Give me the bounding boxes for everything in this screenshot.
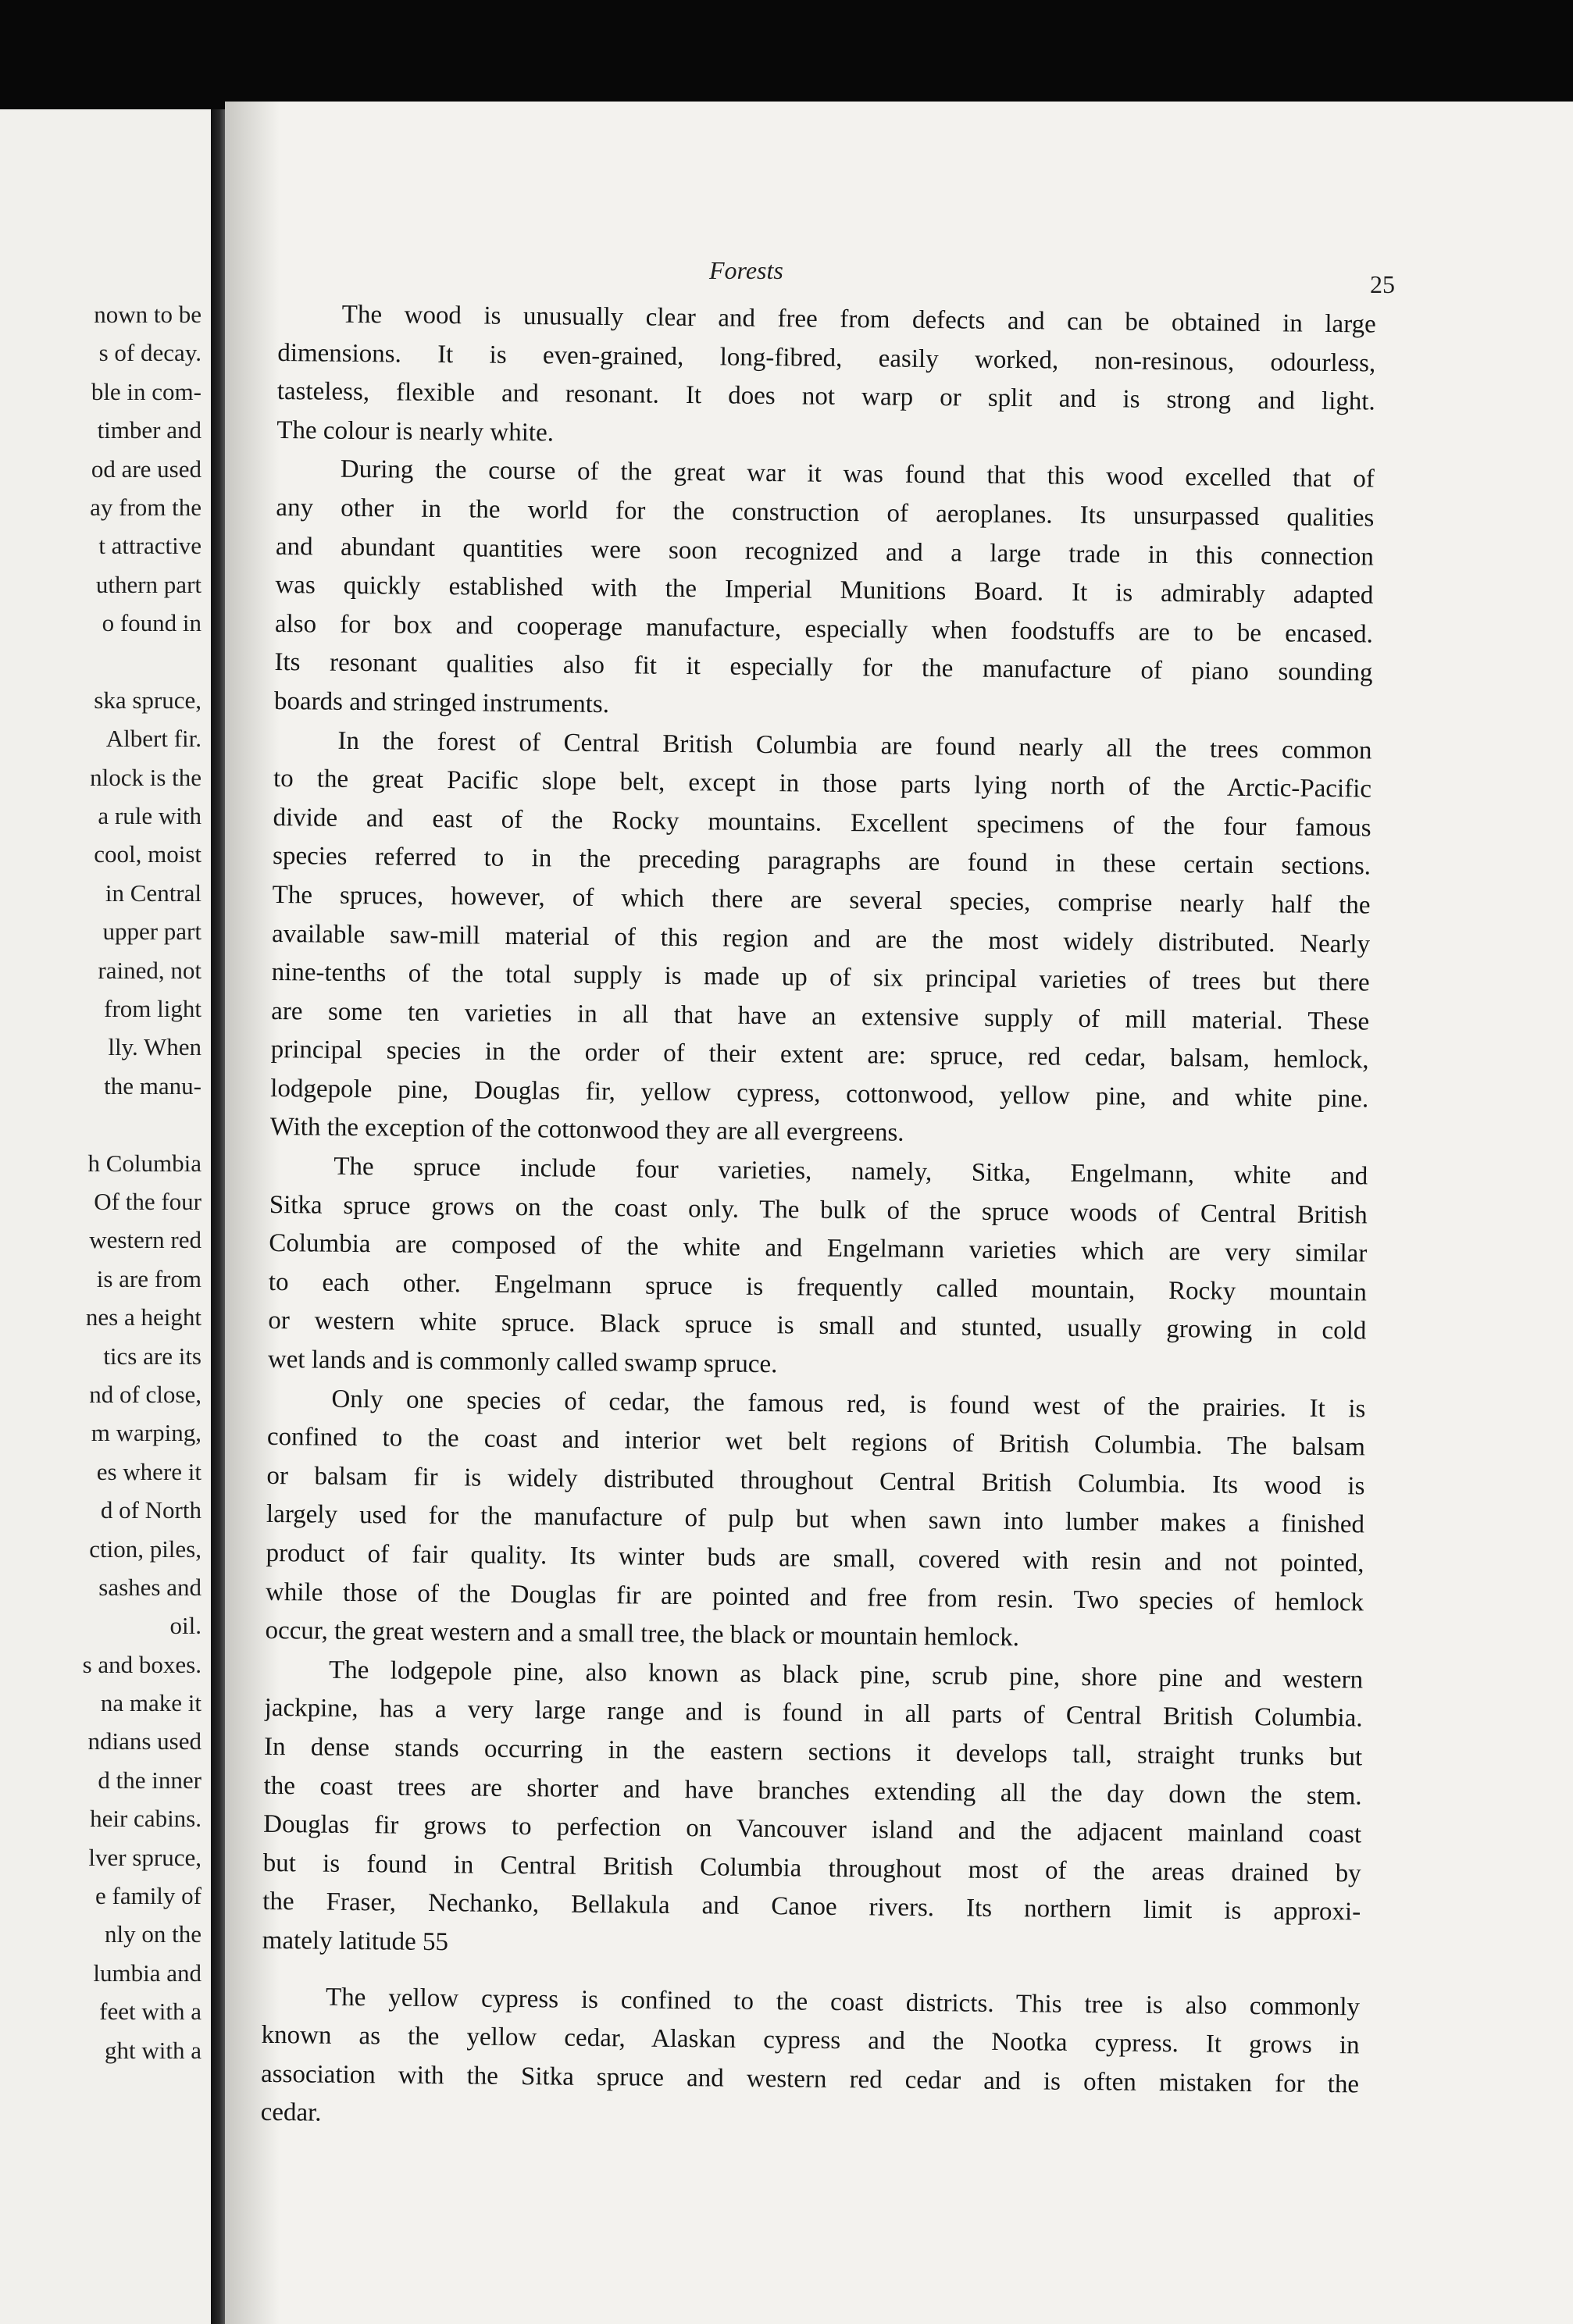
text-line: jackpine, has a very large range and is found in all parts of Central British Columbia. (264, 1694, 1363, 1733)
text-line: During the course of the great war it was found that this wood excelled that of (340, 455, 1375, 494)
left-page-fragment (0, 109, 211, 2324)
page-number: 25 (1370, 270, 1395, 298)
text-line: Sitka spruce grows on the coast only. The bulk of the spruce woods of Central British (269, 1190, 1368, 1230)
left-page-line: h Columbia (87, 1149, 202, 1177)
text-line: species referred to in the preceding paragraphs are found in these certain sections. (272, 842, 1371, 881)
paragraph (274, 450, 1375, 732)
left-page-line: lly. When (108, 1033, 202, 1061)
text-line: Its resonant qualities also fit it especially for the manufacture of piano sounding (274, 648, 1373, 687)
left-page-line: nly on the (105, 1920, 202, 1948)
left-page-line: s and boxes. (82, 1650, 202, 1678)
running-head: Forests (709, 256, 783, 284)
text-line: association with the Sitka spruce and western red cedar and is often mistaken for the (260, 2059, 1360, 2099)
text-line: the coast trees are shorter and have branches extending all the day down the stem. (263, 1771, 1362, 1810)
text-line: while those of the Douglas fir are pointed and free from resin. Two species of hemlock (265, 1577, 1364, 1617)
left-page-line: oil. (169, 1612, 202, 1640)
text-line: confined to the coast and interior wet belt regions of British Columbia. The balsam (266, 1423, 1366, 1462)
body-text (260, 295, 1376, 2143)
text-line: was quickly established with the Imperial Munitions Board. It is admirably adapted (275, 571, 1374, 610)
left-page-line: o found in (102, 609, 202, 637)
text-line: The wood is unusually clear and free from defects and can be obtained in large (341, 300, 1376, 339)
text-line: principal species in the order of their extent are: spruce, red cedar, balsam, hemlock, (270, 1035, 1369, 1075)
left-page-line: western red (89, 1226, 202, 1254)
text-line: In the forest of Central British Columbia are found nearly all the trees common (337, 726, 1372, 765)
left-page-text (0, 295, 202, 2069)
text-line: In dense stands occurring in the eastern sections it develops tall, straight trunks but (263, 1732, 1363, 1772)
left-page-line: rained, not (98, 956, 202, 984)
text-line: Douglas fir grows to perfection on Vancouver island and the adjacent mainland coast (263, 1810, 1362, 1849)
text-line: The lodgepole pine, also known as black pine, scrub pine, shore pine and western (328, 1656, 1364, 1695)
text-line: cedar. (260, 2098, 322, 2127)
text-line: and abundant quantities were soon recognized and a large trade in this connection (275, 532, 1375, 572)
text-line: The spruces, however, of which there are several species, comprise nearly half the (272, 880, 1371, 920)
paragraph (262, 1651, 1364, 1971)
left-page-line: ction, piles, (89, 1534, 202, 1563)
left-page-line: d the inner (98, 1766, 202, 1794)
text-line: boards and stringed instruments. (273, 686, 610, 719)
left-page-line: lver spruce, (88, 1843, 202, 1871)
text-line: or balsam fir is widely distributed throughout Central British Columbia. Its wood is (266, 1461, 1365, 1501)
text-line: to the great Pacific slope belt, except in those parts lying north of the Arctic-Pacific (273, 765, 1372, 804)
left-page-line: nlock is the (90, 763, 202, 791)
paragraph (260, 1977, 1360, 2143)
text-line: The spruce include four varieties, namely, Sitka, Engelmann, white and (334, 1152, 1368, 1191)
left-page-line (0, 643, 202, 681)
text-line: but is found in Central British Columbia throughout most of the areas drained by (262, 1848, 1361, 1888)
left-page-line: ndians used (87, 1727, 202, 1755)
text-line: to each other. Engelmann spruce is frequently called mountain, Rocky mountain (268, 1267, 1367, 1307)
left-page-line: Albert fir. (105, 725, 202, 753)
left-page-line: e family of (95, 1882, 202, 1910)
text-line: wet lands and is commonly called swamp spruce. (267, 1345, 778, 1379)
book-gutter (211, 109, 225, 2324)
text-line: divide and east of the Rocky mountains. Excellent specimens of the four famous (273, 803, 1371, 843)
text-line: The colour is nearly white. (276, 415, 555, 447)
text-line: largely used for the manufacture of pulp but when sawn into lumber makes a finished (266, 1500, 1365, 1539)
left-page-line: upper part (102, 918, 202, 946)
left-page-line: the manu- (104, 1071, 202, 1100)
text-line: nine-tenths of the total supply is made up of six principal varieties of trees but there (271, 958, 1370, 997)
left-page-line: tics are its (103, 1342, 202, 1370)
left-page-line: ska spruce, (94, 686, 202, 714)
left-page-line: na make it (100, 1689, 202, 1717)
left-page-line: ay from the (90, 493, 202, 521)
left-page-line: sashes and (98, 1573, 202, 1601)
text-line: also for box and cooperage manufacture, especially when foodstuffs are to be encased. (274, 609, 1374, 649)
text-line: Only one species of cedar, the famous red, is found west of the prairies. It is (331, 1385, 1366, 1424)
left-page-line: timber and (97, 416, 202, 444)
text-line: Columbia are composed of the white and Engelmann varieties which are very similar (269, 1229, 1368, 1268)
text-line: product of fair quality. Its winter buds are small, covered with resin and not pointed, (266, 1538, 1364, 1578)
paragraph (270, 722, 1372, 1158)
left-page-line: feet with a (99, 1998, 202, 2026)
left-page-line: m warping, (91, 1419, 202, 1447)
text-line: are some ten varieties in all that have an extensive supply of mill material. These (271, 996, 1370, 1036)
left-page-line: lumbia and (93, 1959, 202, 1987)
left-page-line: uthern part (95, 570, 202, 598)
left-page-line: es where it (96, 1457, 202, 1485)
text-line: the Fraser, Nechanko, Bellakula and Canoe rivers. Its northern limit is approxi- (262, 1887, 1361, 1927)
left-page-line (0, 1105, 202, 1143)
left-page-line: s of decay. (98, 339, 202, 367)
paragraph (268, 1147, 1368, 1390)
left-page-line: cool, moist (94, 840, 202, 868)
paragraph (276, 295, 1376, 461)
left-page-line: a rule with (98, 802, 202, 830)
text-line: dimensions. It is even-grained, long-fibred, easily worked, non-resinous, odourless, (277, 338, 1376, 378)
left-page-line: Of the four (94, 1187, 202, 1215)
text-line: any other in the world for the construction of aeroplanes. Its unsurpassed qualities (276, 493, 1375, 533)
text-line: occur, the great western and a small tree, the black or mountain hemlock. (265, 1616, 1020, 1652)
text-line: available saw-mill material of this region and are the most widely distributed. Nearly (271, 919, 1371, 958)
paragraph (265, 1380, 1365, 1662)
left-page-line: ght with a (105, 2036, 202, 2064)
text-line: With the exception of the cottonwood they are all evergreens. (269, 1113, 904, 1148)
left-page-line: from light (104, 995, 202, 1023)
left-page-line: od are used (91, 454, 202, 483)
left-page-line: nd of close, (89, 1380, 202, 1408)
left-page-line: nes a height (85, 1303, 202, 1331)
left-page-line: nown to be (94, 301, 202, 328)
left-page-line: d of North (100, 1496, 202, 1524)
right-page (225, 102, 1573, 2324)
left-page-line: heir cabins. (90, 1805, 202, 1833)
text-line: tasteless, flexible and resonant. It does not warp or split and is strong and light. (276, 377, 1375, 416)
left-page-line: in Central (105, 879, 202, 907)
left-page-line: is are from (96, 1264, 202, 1292)
text-line: The yellow cypress is confined to the coast districts. This tree is also commonly (325, 1983, 1361, 2021)
left-page-line: t attractive (98, 532, 202, 560)
text-line: lodgepole pine, Douglas fir, yellow cypress, cottonwood, yellow pine, and white pine. (270, 1074, 1369, 1114)
text-line: known as the yellow cedar, Alaskan cypress and the Nootka cypress. It grows in (261, 2021, 1360, 2060)
text-line: mately latitude 55 (262, 1926, 449, 1957)
text-line: or western white spruce. Black spruce is small and stunted, usually growing in cold (268, 1306, 1367, 1346)
left-page-line: ble in com- (91, 377, 202, 405)
